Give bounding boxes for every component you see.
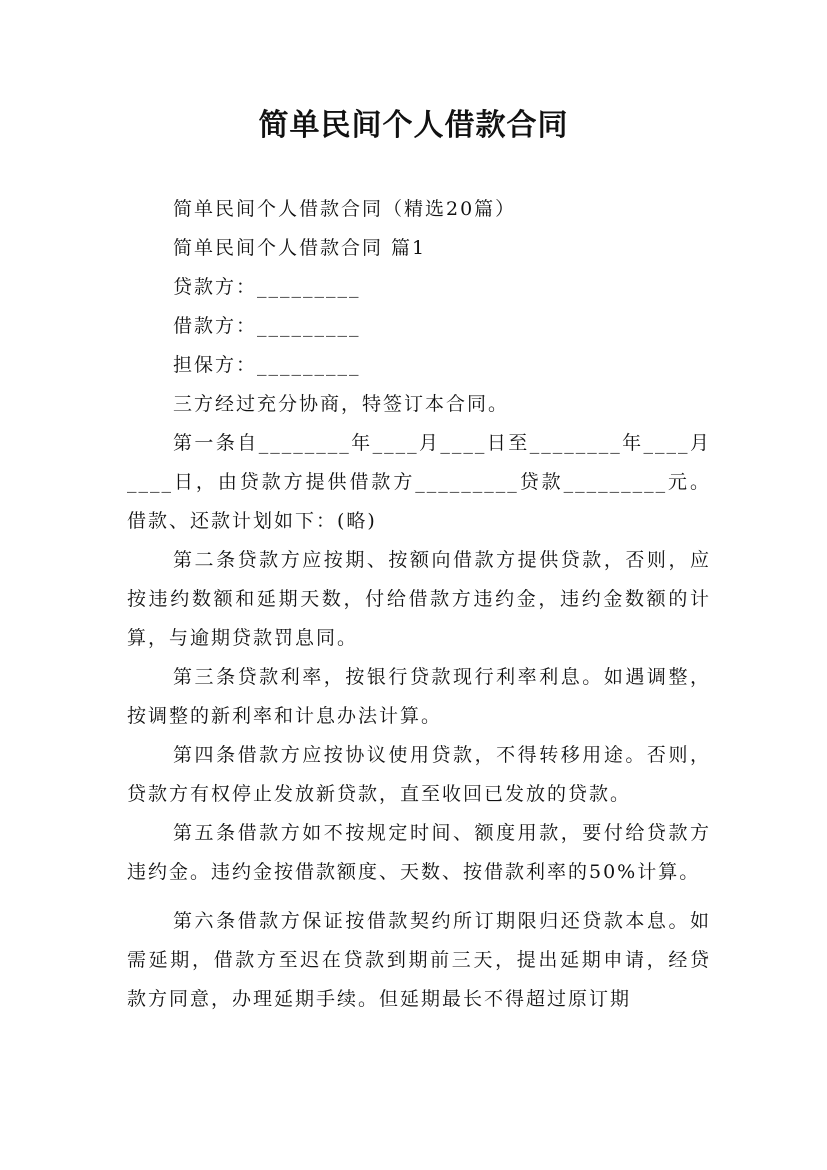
paragraph-subtitle: 简单民间个人借款合同（精选20篇） bbox=[173, 198, 517, 220]
paragraph-borrower: 借款方：_________ bbox=[173, 315, 361, 337]
document-title: 简单民间个人借款合同 bbox=[258, 108, 569, 143]
paragraph-article-5: 第五条借款方如不按规定时间、额度用款，要付给贷款方违约金。违约金按借款额度、天数、按借款利率的50%计算。 bbox=[127, 822, 711, 883]
paragraph-article-4: 第四条借款方应按协议使用贷款，不得转移用途。否则，贷款方有权停止发放新贷款，直至收回已发放的贷款。 bbox=[127, 744, 711, 805]
paragraph-article-1: 第一条自________年____月____日至________年____月____日，由贷款方提供借款方_________贷款_________元。借款、还款计划如下：(略) bbox=[127, 432, 711, 532]
paragraph-agreement: 三方经过充分协商，特签订本合同。 bbox=[173, 393, 510, 415]
paragraph-article-6: 第六条借款方保证按借款契约所订期限归还贷款本息。如需延期，借款方至迟在贷款到期前三天，提出延期申请，经贷款方同意，办理延期手续。但延期最长不得超过原订期 bbox=[127, 910, 711, 1010]
paragraph-section-heading: 简单民间个人借款合同 篇1 bbox=[173, 237, 427, 259]
paragraph-guarantor: 担保方：_________ bbox=[173, 354, 361, 376]
paragraph-article-3: 第三条贷款利率，按银行贷款现行利率利息。如遇调整，按调整的新利率和计息办法计算。 bbox=[127, 666, 711, 727]
paragraph-article-2: 第二条贷款方应按期、按额向借款方提供贷款，否则，应按违约数额和延期天数，付给借款方违约金，违约金数额的计算，与逾期贷款罚息同。 bbox=[127, 549, 711, 649]
document-body bbox=[127, 190, 711, 1019]
paragraph-lender: 贷款方：_________ bbox=[173, 276, 361, 298]
